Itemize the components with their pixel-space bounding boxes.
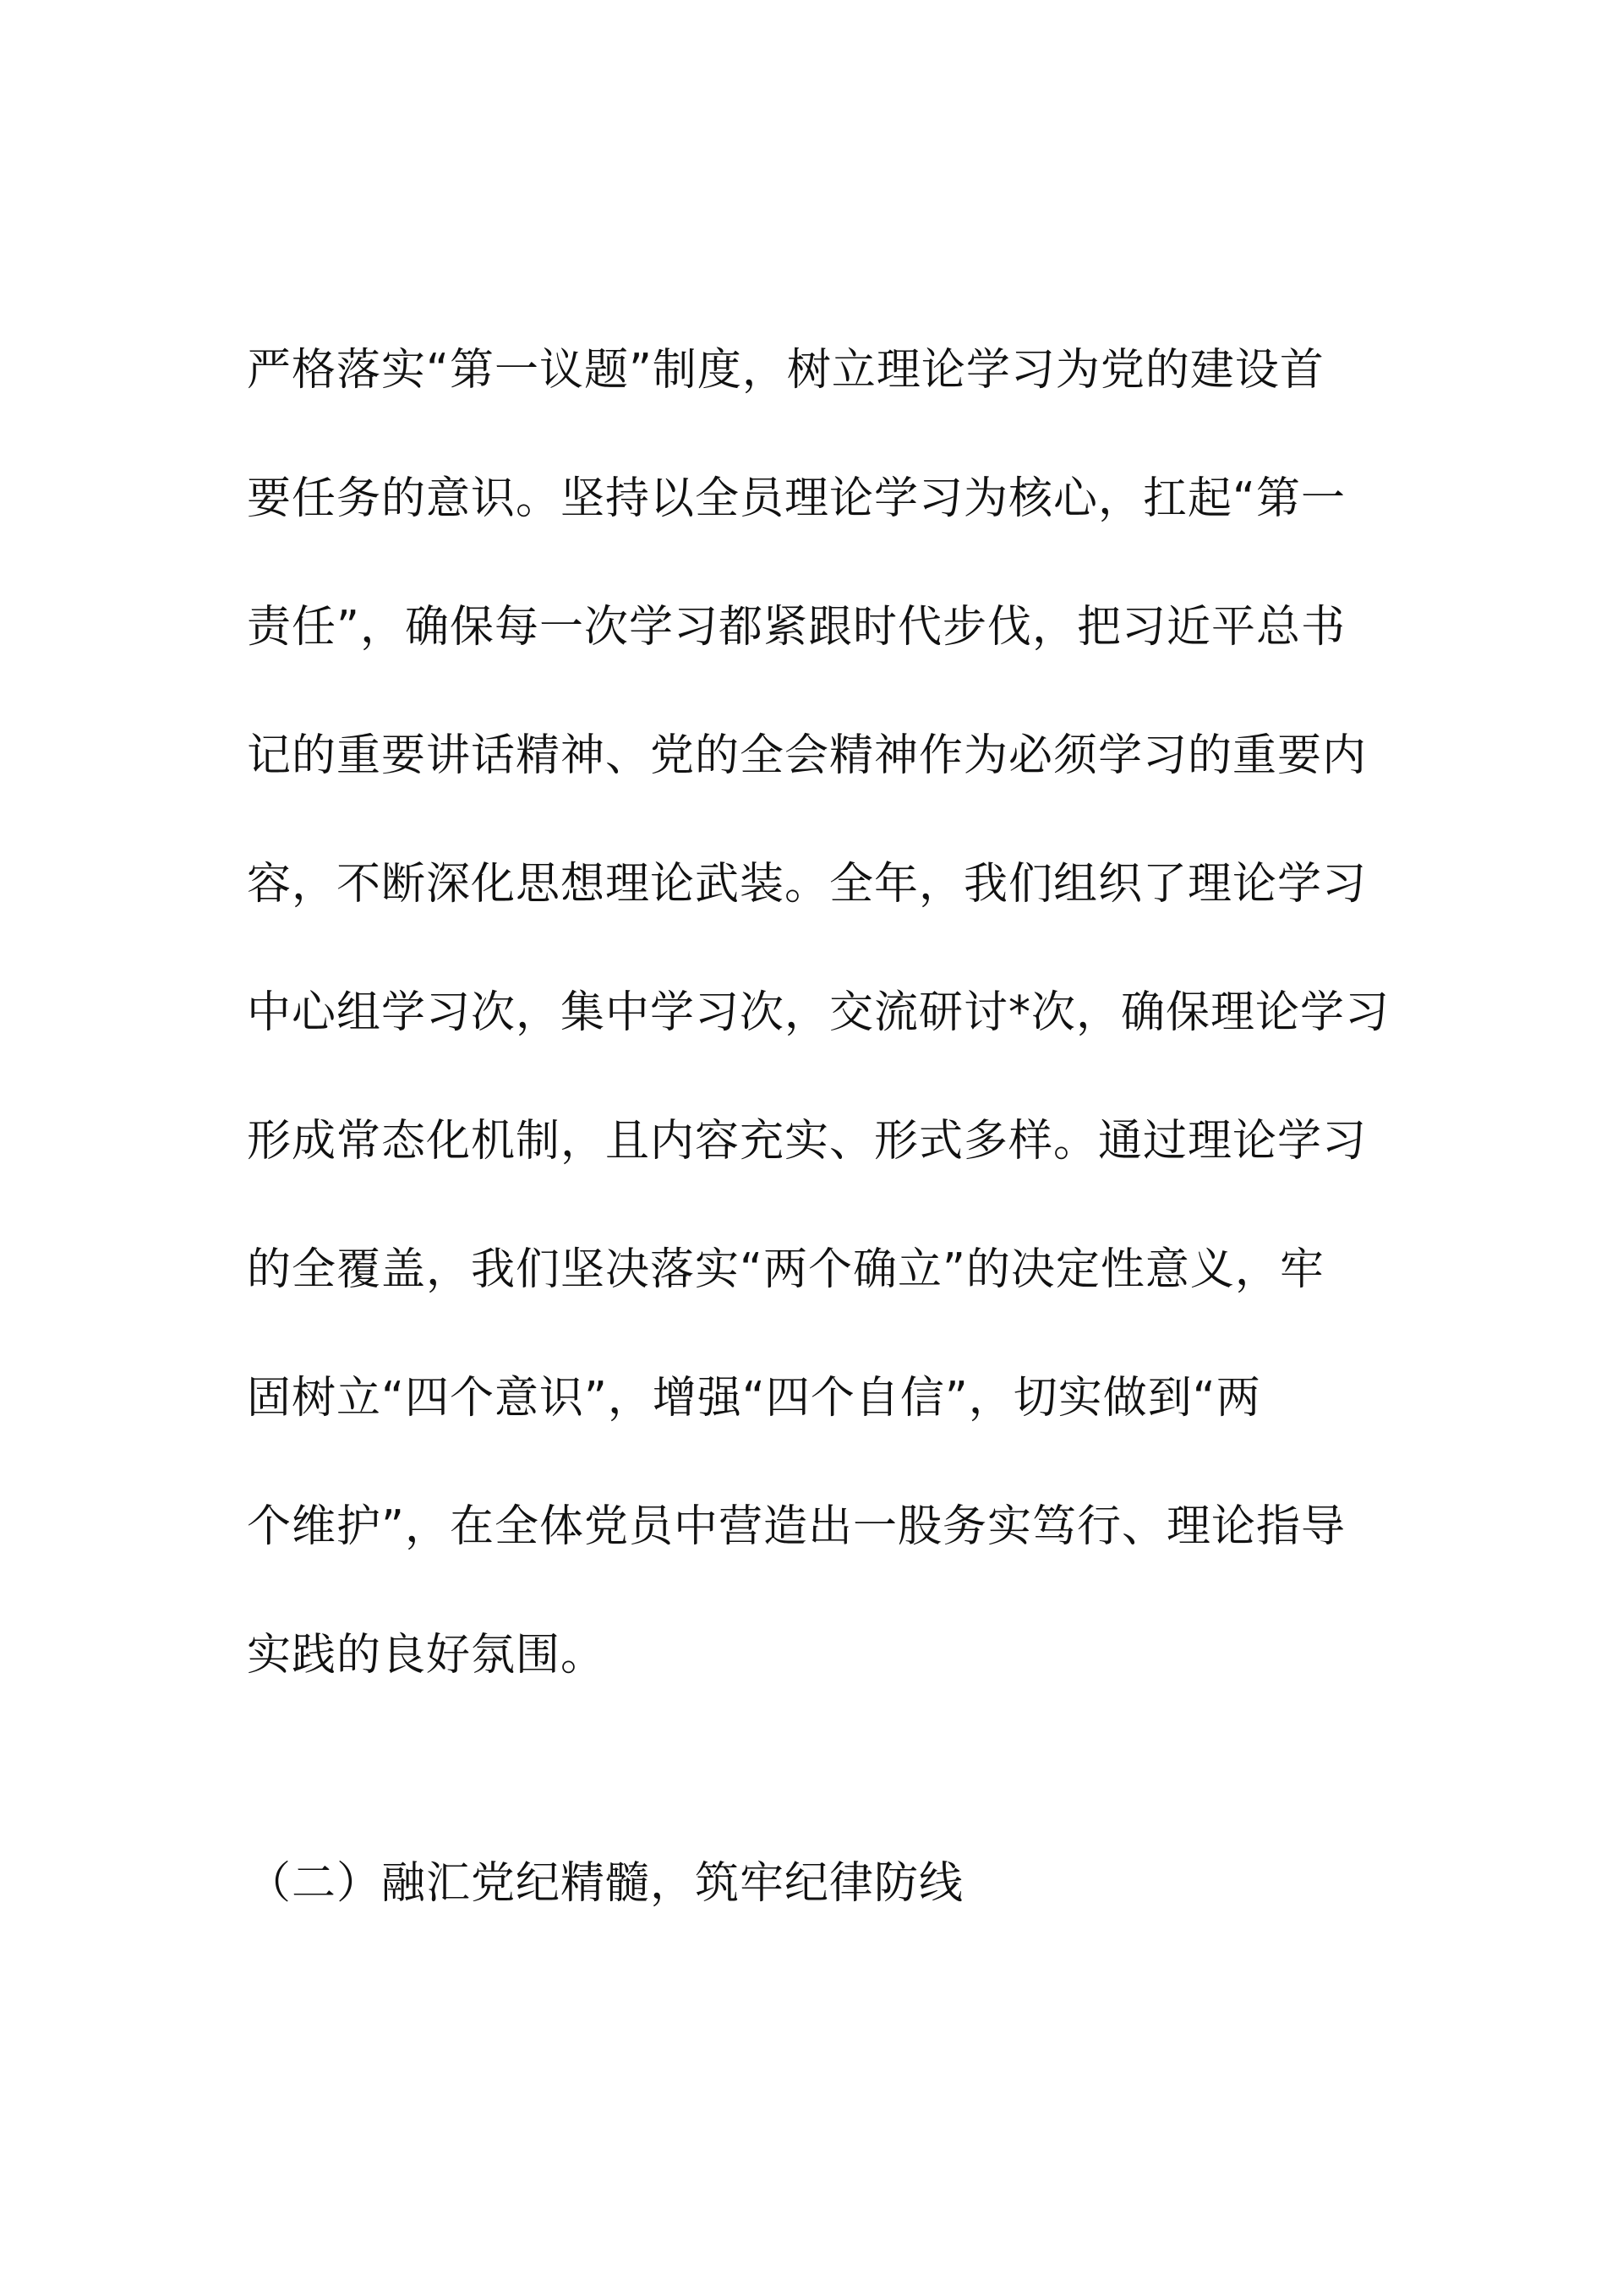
paragraph-line: 责任”，确保每一次学习都紧跟时代步伐，把习近平总书	[247, 602, 1346, 653]
body-paragraph	[247, 330, 1391, 1743]
paragraph-line: 形成常态化机制，且内容充实、形式多样。通过理论学习	[247, 1116, 1368, 1167]
paragraph-line: 个维护”，在全体党员中营造出一股务实笃行、理论指导	[247, 1501, 1346, 1552]
paragraph-line: 容，不断深化思想理论武装。全年，我们组织了理论学习	[247, 859, 1368, 910]
paragraph-line: 中心组学习次，集中学习次，交流研讨*次，确保理论学习	[247, 987, 1391, 1038]
paragraph-line: 固树立“四个意识”，增强“四个自信”，切实做到“两	[247, 1373, 1261, 1424]
paragraph-line: 实践的良好氛围。	[247, 1630, 606, 1681]
section-subheading: （二）融汇党纪精髓，筑牢纪律防线	[247, 1858, 965, 1909]
paragraph-line: 记的重要讲话精神、党的全会精神作为必须学习的重要内	[247, 730, 1368, 781]
paragraph-line: 的全覆盖，我们坚决落实“两个确立”的决定性意义，牢	[247, 1244, 1325, 1295]
paragraph-line: 要任务的意识。坚持以全员理论学习为核心，扛起“第一	[247, 473, 1346, 524]
paragraph-line: 严格落实“第一议题”制度，树立理论学习为党的建设首	[247, 345, 1325, 396]
